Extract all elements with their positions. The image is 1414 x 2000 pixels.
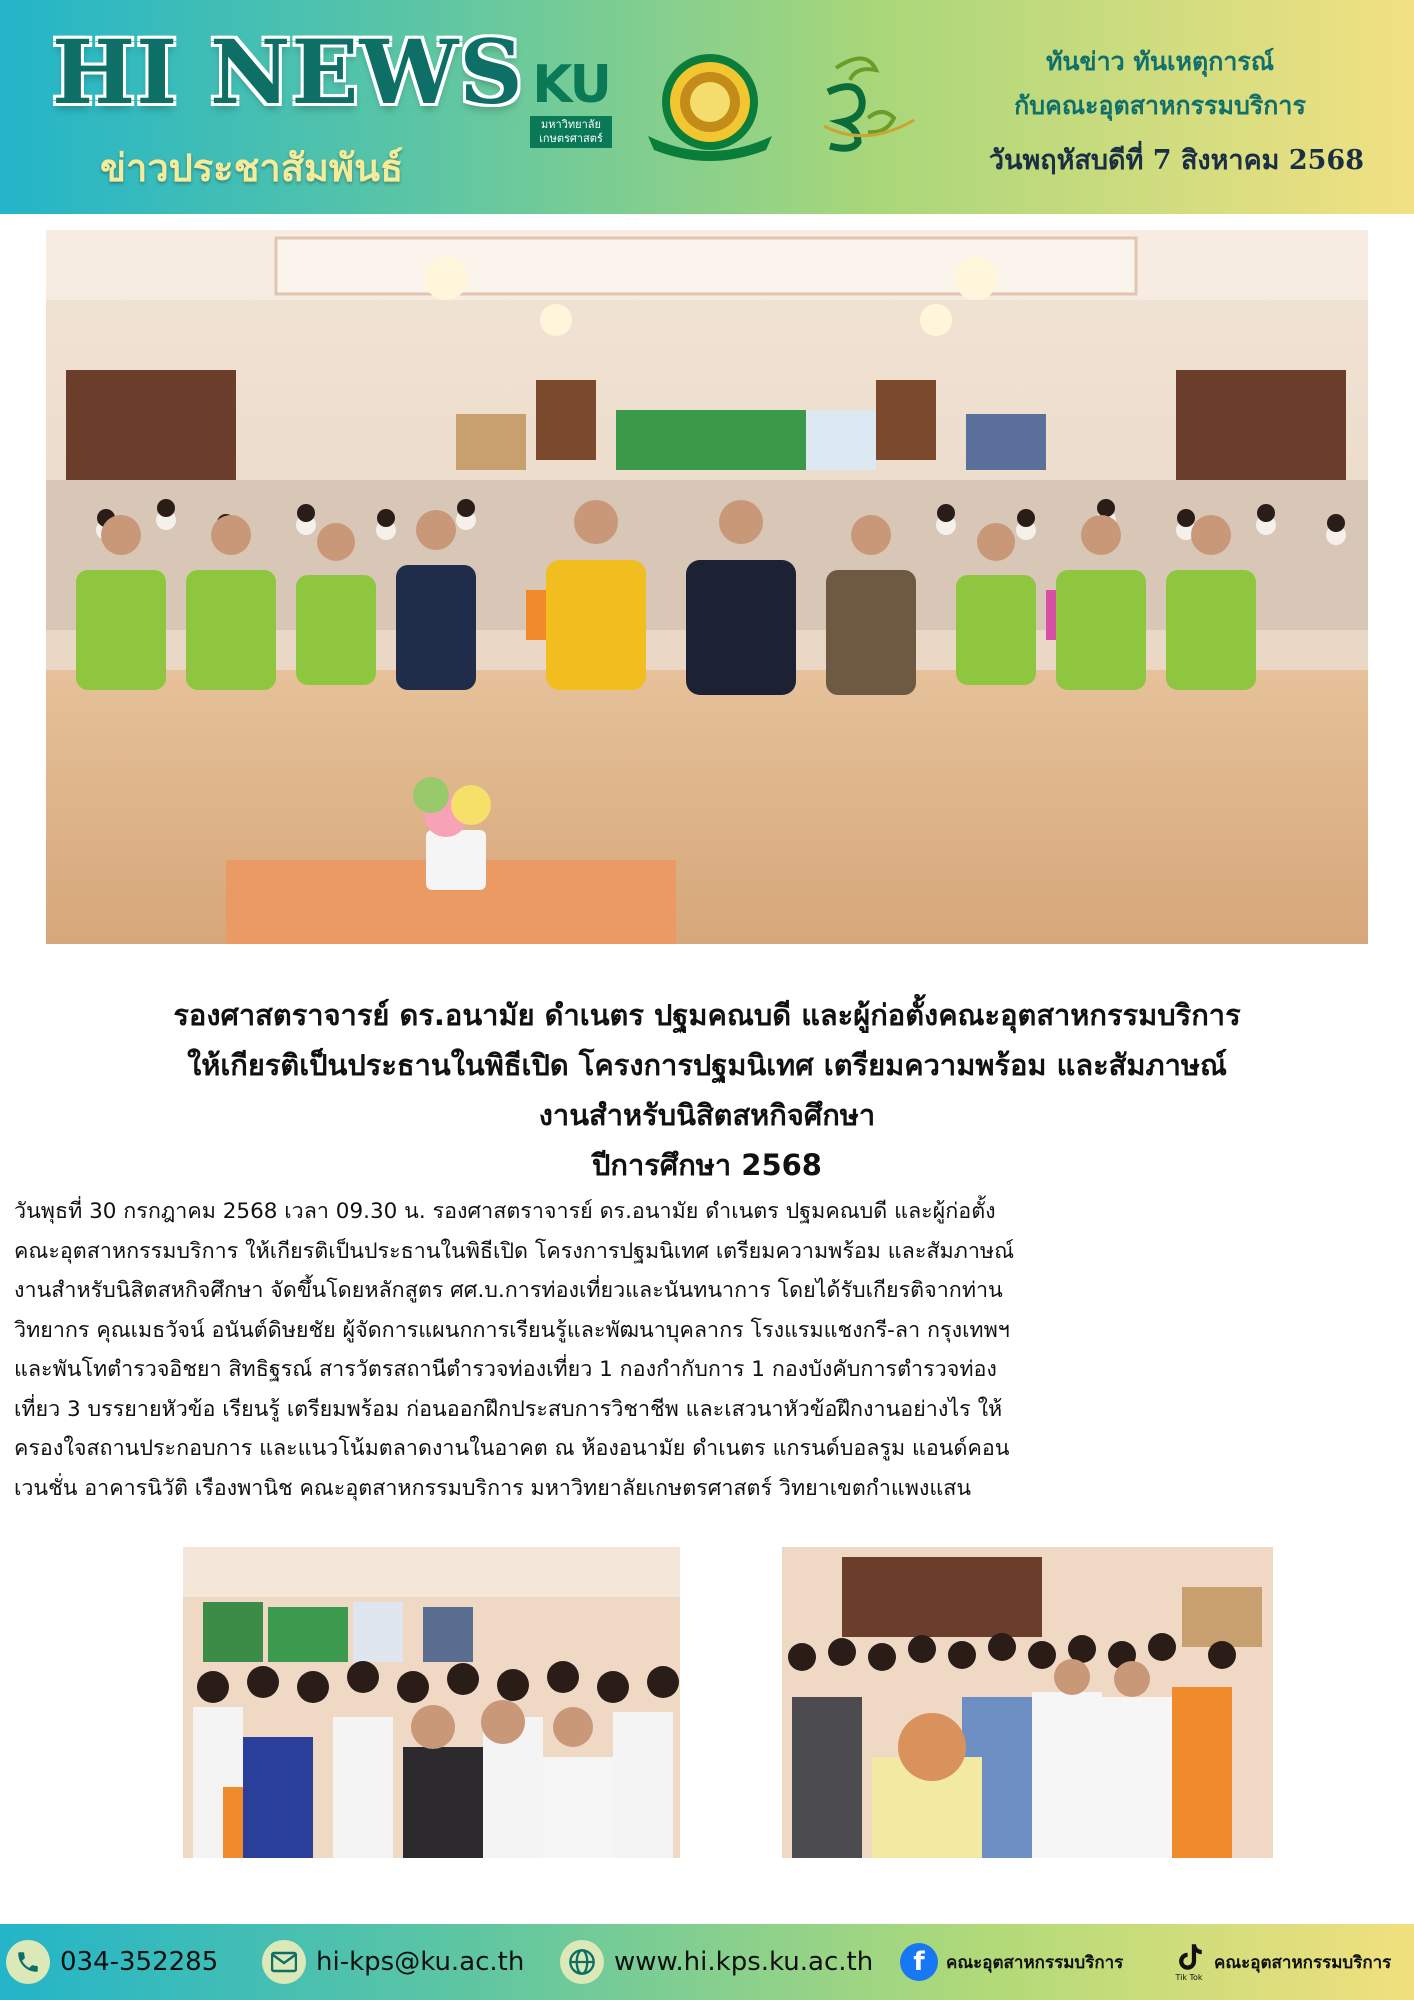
article-body xyxy=(14,1192,1404,1508)
globe-icon xyxy=(560,1940,604,1984)
third-anniversary-logo xyxy=(806,48,920,152)
ku-text-line2: เกษตรศาสตร์ xyxy=(539,132,603,145)
body-line: งานสำหรับนิสิตสหกิจศึกษา จัดขึ้นโดยหลักสูตร ศศ.บ.การท่องเที่ยวและนันทนาการ โดยได้รับเกียรติจากท่าน xyxy=(14,1278,1003,1303)
body-line: คณะอุตสาหกรรมบริการ ให้เกียรติเป็นประธานในพิธีเปิด โครงการปฐมนิเทศ เตรียมความพร้อม และสัมภาษณ์ xyxy=(14,1238,1015,1264)
headline-line: รองศาสตราจารย์ ดร.อนามัย ดำเนตร ปฐมคณบดี และผู้ก่อตั้งคณะอุตสาหกรรมบริการ xyxy=(173,998,1241,1032)
body-line: และพันโทตำรวจอิชยา สิทธิฐรณ์ สารวัตรสถานีตำรวจท่องเที่ยว 1 กองกำกับการ 1 กองบังคับการตำรวจท่อง xyxy=(14,1357,997,1382)
tiktok-label: Tik Tok xyxy=(1175,1973,1203,1982)
issue-date: วันพฤหัสบดีที่ 7 สิงหาคม 2568 xyxy=(988,145,1364,176)
headline-line: ปีการศึกษา 2568 xyxy=(591,1148,822,1182)
audience-photo-left xyxy=(183,1547,680,1858)
headline-line: ให้เกียรติเป็นประธานในพิธีเปิด โครงการปฐมนิเทศ เตรียมความพร้อม และสัมภาษณ์ xyxy=(187,1048,1227,1082)
article-headline xyxy=(10,990,1404,1190)
body-line: เที่ยว 3 บรรยายหัวข้อ เรียนรู้ เตรียมพร้อม ก่อนออกฝึกประสบการวิชาชีพ และเสวนาหัวข้อฝึกงานอย่างไร ให้ xyxy=(14,1396,1003,1422)
tagline xyxy=(930,40,1390,128)
body-line: ครองใจสถานประกอบการ และแนวโน้มตลาดงานในอาคต ณ ห้องอนามัย ดำเนตร แกรนด์บอลรูม แอนด์คอน xyxy=(14,1436,1010,1461)
ku-logo xyxy=(530,54,612,156)
footer-contact-bar xyxy=(0,1924,1414,2000)
faculty-seal-logo xyxy=(640,44,780,164)
ku-text xyxy=(530,116,612,148)
tagline-line2: กับคณะอุตสาหกรรมบริการ xyxy=(1014,91,1306,120)
facebook-icon: f xyxy=(900,1943,938,1981)
email-link[interactable]: hi-kps@ku.ac.th xyxy=(316,1947,525,1977)
brand-subtitle: ข่าวประชาสัมพันธ์ xyxy=(100,146,404,190)
main-event-photo xyxy=(46,230,1368,944)
brand-title: HI NEWS xyxy=(52,20,524,124)
header-banner xyxy=(0,0,1414,214)
website-link[interactable]: www.hi.kps.ku.ac.th xyxy=(614,1947,874,1977)
footer-website xyxy=(560,1939,873,1985)
headline-line: งานสำหรับนิสิตสหกิจศึกษา xyxy=(538,1098,876,1132)
tiktok-link[interactable]: คณะอุตสาหกรรมบริการ xyxy=(1214,1952,1392,1973)
footer-tiktok xyxy=(1172,1939,1391,1985)
audience-photo-right xyxy=(782,1547,1273,1858)
body-line: วันพุธที่ 30 กรกฎาคม 2568 เวลา 09.30 น. รองศาสตราจารย์ ดร.อนามัย ดำเนตร ปฐมคณบดี และผู้ก่อตั้ง xyxy=(14,1199,996,1224)
tagline-line1: ทันข่าว ทันเหตุการณ์ xyxy=(1045,47,1275,76)
facebook-link[interactable]: คณะอุตสาหกรรมบริการ xyxy=(946,1952,1124,1973)
body-line: วิทยากร คุณเมธวัจน์ อนันต์ดิษยชัย ผู้จัดการแผนกการเรียนรู้และพัฒนาบุคลากร โรงแรมแชงกรี-ลา กรุงเทพฯ xyxy=(14,1317,1010,1343)
mail-icon xyxy=(262,1940,306,1984)
phone-icon xyxy=(6,1940,50,1984)
footer-phone xyxy=(6,1939,218,1985)
footer-facebook xyxy=(900,1939,1123,1985)
tiktok-icon xyxy=(1172,1940,1206,1984)
ku-text-line1: มหาวิทยาลัย xyxy=(541,118,601,131)
ku-mark: KU xyxy=(532,55,610,115)
phone-number[interactable]: 034-352285 xyxy=(60,1947,219,1977)
footer-email xyxy=(262,1939,524,1985)
body-line: เวนชั่น อาคารนิวัติ เรืองพานิช คณะอุตสาหกรรมบริการ มหาวิทยาลัยเกษตรศาสตร์ วิทยาเขตกำแพงแสน xyxy=(14,1475,972,1501)
